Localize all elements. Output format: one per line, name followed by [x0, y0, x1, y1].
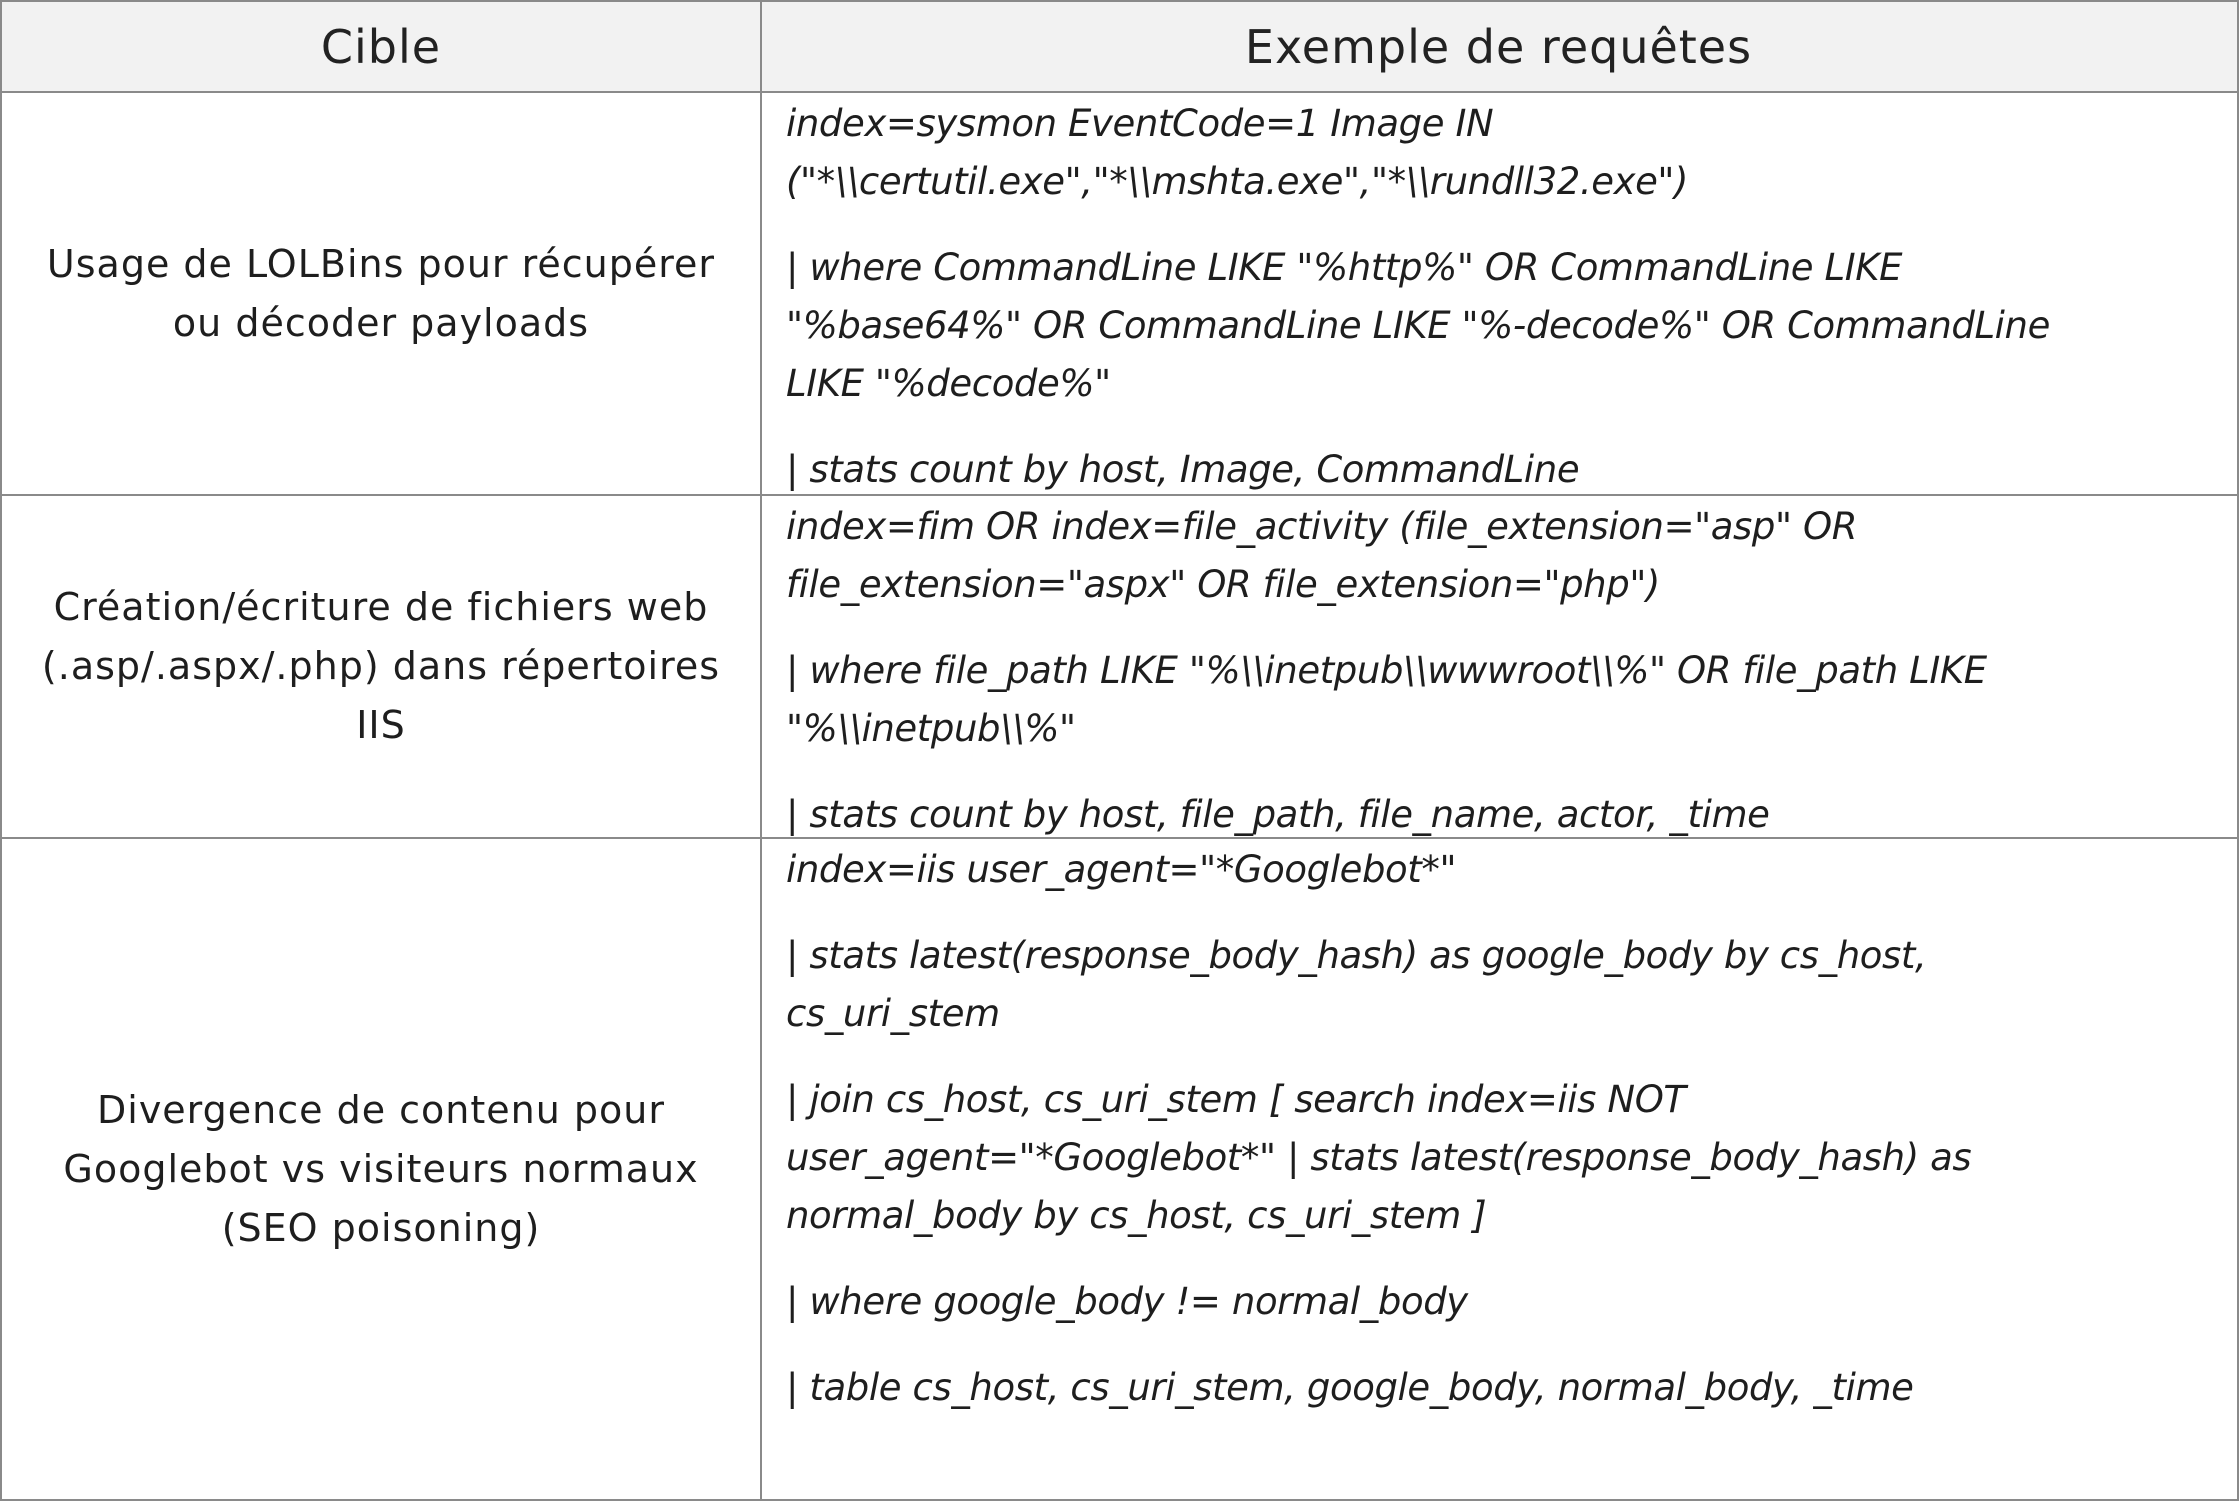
target-cell	[0, 839, 762, 1499]
queries-cell	[760, 93, 2239, 494]
query-line: | where google_body != normal_body	[786, 1280, 1468, 1323]
target-text	[63, 1081, 698, 1258]
target-line: IIS	[356, 703, 406, 747]
target-line: Création/écriture de fichiers web	[53, 585, 709, 629]
query-line: index=iis user_agent="*Googlebot*"	[786, 848, 1457, 891]
target-line: ou décoder payloads	[172, 300, 590, 345]
queries-cell	[760, 839, 2239, 1499]
query-line: | where file_path LIKE "%\\inetpub\\wwwroot\\%" OR file_path LIKE "%\\inetpub\\%"	[786, 649, 1987, 750]
target-line: (SEO poisoning)	[221, 1205, 541, 1250]
target-text	[42, 578, 720, 755]
query-line: | stats count by host, Image, CommandLine	[786, 448, 1580, 491]
query-line: | stats count by host, file_path, file_name, actor, _time	[786, 793, 1770, 836]
target-line: Googlebot vs visiteurs normaux	[63, 1146, 699, 1191]
query-line: index=sysmon EventCode=1 Image IN ("*\\certutil.exe","*\\mshta.exe","*\\rundll32.exe")	[786, 102, 1689, 203]
target-line: Usage de LOLBins pour récupérer	[46, 241, 716, 286]
target-line: Divergence de contenu pour	[97, 1087, 665, 1132]
query-line: | table cs_host, cs_uri_stem, google_body, normal_body, _time	[786, 1366, 1914, 1409]
query-line: | join cs_host, cs_uri_stem [ search index=iis NOT user_agent="*Googlebot*" | stats latest(response_body_hash) as normal_body by cs_host, cs_uri_stem ]	[786, 1078, 1972, 1237]
table-row	[0, 839, 2239, 1501]
target-cell	[0, 496, 762, 837]
table-header-row	[0, 0, 2239, 93]
query-line: index=fim OR index=file_activity (file_extension="asp" OR file_extension="aspx" OR file_extension="php")	[786, 505, 1858, 606]
table-row	[0, 496, 2239, 839]
queries-cell	[760, 496, 2239, 837]
query-line: | stats latest(response_body_hash) as google_body by cs_host, cs_uri_stem	[786, 934, 1927, 1035]
target-cell	[0, 93, 762, 494]
target-text	[47, 235, 715, 353]
header-queries: Exemple de requêtes	[760, 2, 2239, 91]
target-line: (.asp/.aspx/.php) dans répertoires	[41, 644, 721, 688]
table-row	[0, 93, 2239, 496]
query-line: | where CommandLine LIKE "%http%" OR CommandLine LIKE "%base64%" OR CommandLine LIKE "%-decode%" OR CommandLine LIKE "%decode%"	[786, 246, 2050, 405]
header-target: Cible	[0, 2, 762, 91]
